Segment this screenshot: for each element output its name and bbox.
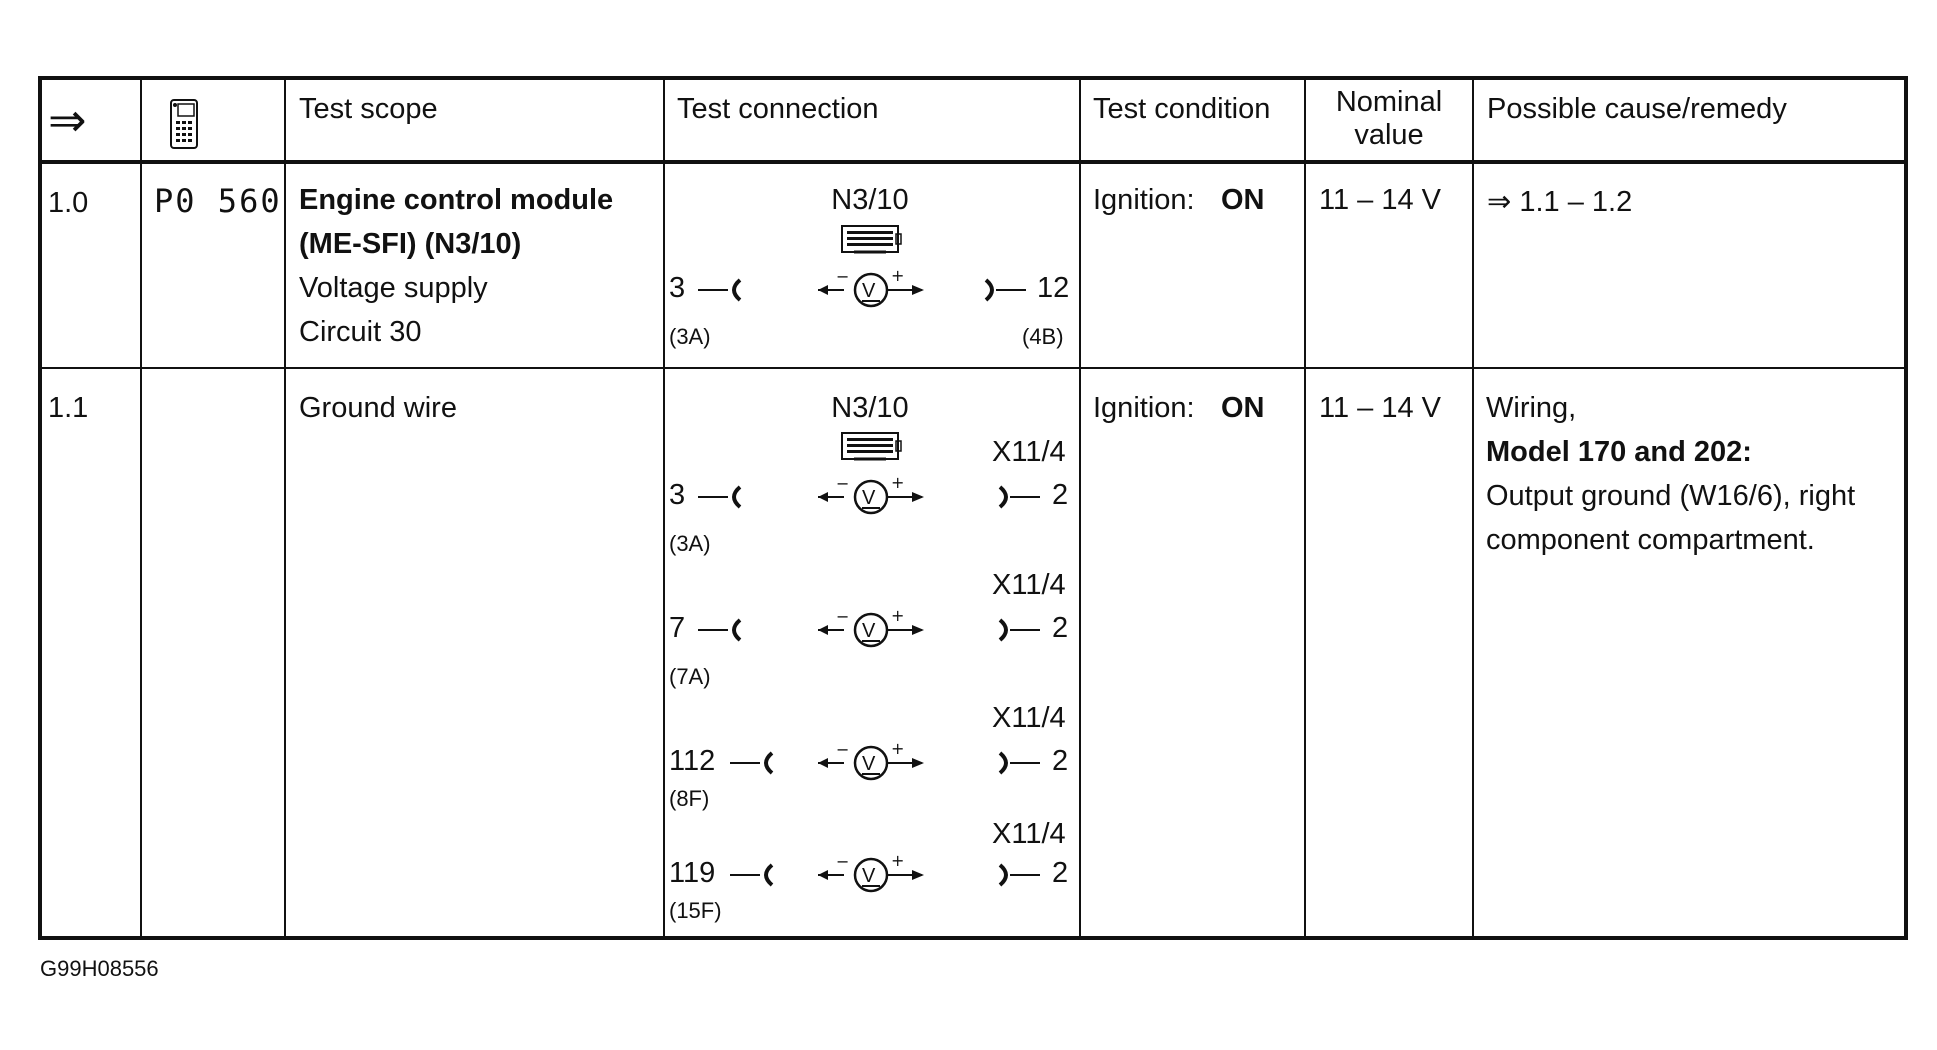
remedy-line-3: Output ground (W16/6), right [1486,480,1856,512]
plug-right-icon [996,861,1042,894]
plug-right-icon [996,483,1042,516]
right-pin-sub: (4B) [1022,324,1064,349]
svg-text:V: V [862,753,876,775]
svg-text:+: + [891,739,905,758]
remedy: ⇒ 1.1 – 1.2 [1487,186,1633,218]
scope-title-1: Engine control module [299,184,614,216]
handheld-tester-icon [168,98,202,155]
right-pin: 2 [1052,745,1069,777]
condition-value: ON [1221,392,1265,424]
nominal-value: 11 – 14 V [1319,392,1442,424]
module-label: N3/10 [831,392,909,424]
header-test-connection: Test connection [677,93,879,125]
plug-right-icon [982,276,1028,309]
socket-left-icon [730,861,776,894]
scope-line-4: Circuit 30 [299,316,422,348]
ground-point-label: X11/4 [992,702,1066,734]
voltmeter-icon [816,739,926,788]
ground-point-label: X11/4 [992,436,1066,468]
svg-text:−: − [836,852,850,871]
remedy-bold: Model 170 and 202: [1486,436,1752,468]
nominal-value: 11 – 14 V [1319,184,1442,216]
header-test-scope: Test scope [299,93,438,125]
ground-point-label: X11/4 [992,569,1066,601]
left-pin: 112 [669,745,716,777]
left-pin-sub: (3A) [669,324,711,349]
left-pin-sub: (3A) [669,531,711,556]
svg-text:+: + [891,473,905,492]
svg-text:V: V [862,865,876,887]
condition-label: Ignition: [1093,392,1195,424]
condition-label: Ignition: [1093,184,1195,216]
voltmeter-icon [816,606,926,655]
plug-right-icon [996,749,1042,782]
socket-left-icon [698,483,744,516]
right-pin: 2 [1052,479,1069,511]
left-pin-sub: (8F) [669,786,710,811]
svg-text:+: + [891,606,905,625]
svg-text:−: − [836,474,850,493]
header-nominal-value: Nominal value [1335,86,1443,151]
left-pin: 119 [669,857,716,889]
voltmeter-icon [816,851,926,900]
svg-text:V: V [862,620,876,642]
fault-code: P0 560 [154,182,282,220]
header-test-condition: Test condition [1093,93,1271,125]
svg-text:V: V [862,280,876,302]
svg-text:+: + [891,266,905,285]
remedy-line-4: component compartment. [1486,524,1815,556]
left-pin: 7 [669,612,686,644]
left-pin-sub: (7A) [669,664,711,689]
scope-title-2: (ME-SFI) (N3/10) [299,228,522,260]
right-pin: 12 [1037,272,1070,304]
voltmeter-icon [816,473,926,522]
socket-left-icon [698,616,744,649]
svg-text:−: − [836,740,850,759]
ground-point-label: X11/4 [992,818,1066,850]
left-pin: 3 [669,479,686,511]
svg-text:V: V [862,487,876,509]
right-pin: 2 [1052,857,1069,889]
connector-icon [840,431,902,470]
svg-text:−: − [836,607,850,626]
step-number: 1.1 [48,392,89,424]
left-pin-sub: (15F) [669,898,722,923]
figure-reference: G99H08556 [40,956,159,981]
svg-text:+: + [891,851,905,870]
header-possible-cause: Possible cause/remedy [1487,93,1787,125]
right-pin: 2 [1052,612,1069,644]
connector-icon [840,224,902,263]
scope-line: Ground wire [299,392,457,424]
scope-line-3: Voltage supply [299,272,488,304]
socket-left-icon [698,276,744,309]
condition-value: ON [1221,184,1265,216]
remedy-line-1: Wiring, [1486,392,1577,424]
module-label: N3/10 [831,184,909,216]
socket-left-icon [730,749,776,782]
left-pin: 3 [669,272,686,304]
arrow-symbol: ⇒ [48,94,87,146]
svg-text:−: − [836,267,850,286]
voltmeter-icon [816,266,926,315]
step-number: 1.0 [48,187,89,219]
plug-right-icon [996,616,1042,649]
